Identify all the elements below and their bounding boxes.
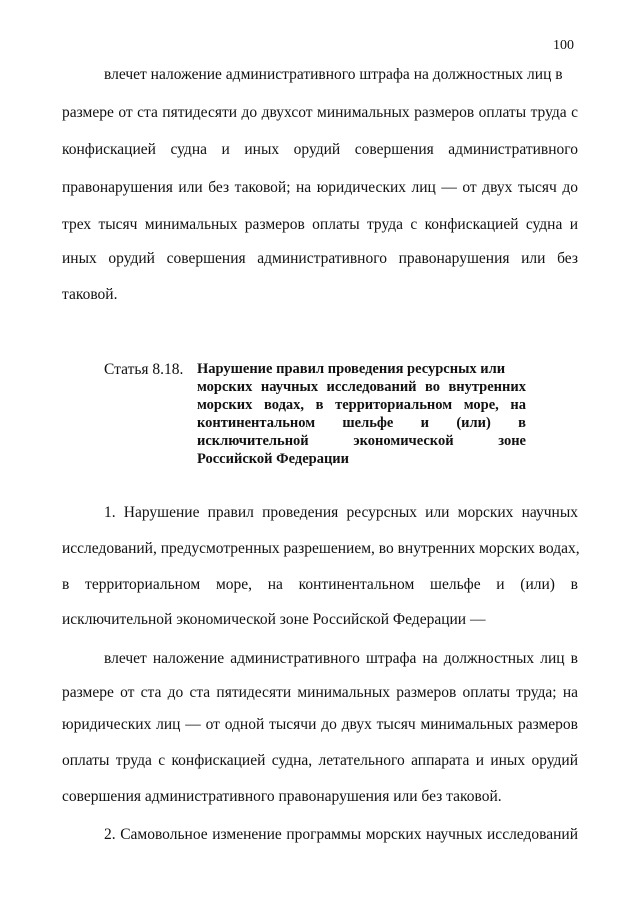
text-line: в территориальном море, на континентальном шельфе и (или) в xyxy=(62,576,578,593)
article-label: Статья 8.18. xyxy=(104,361,184,378)
text-line: совершения административного правонарушения или без таковой. xyxy=(62,788,502,805)
text-line: 2. Самовольное изменение программы морских научных исследований xyxy=(104,826,578,843)
text-line: влечет наложение административного штрафа на должностных лиц в xyxy=(104,650,578,667)
text-line: юридических лиц — от одной тысячи до двух тысяч минимальных размеров xyxy=(62,716,578,733)
article-title-line: морских водах, в территориальном море, на xyxy=(197,397,526,413)
text-line: иных орудий совершения административного правонарушения или без xyxy=(62,250,578,267)
text-line: 1. Нарушение правил проведения ресурсных или морских научных xyxy=(104,504,578,521)
text-line: оплаты труда с конфискацией судна, летательного аппарата и иных орудий xyxy=(62,752,578,769)
text-line: таковой. xyxy=(62,286,118,303)
text-line: правонарушения или без таковой; на юридических лиц — от двух тысяч до xyxy=(62,179,578,196)
article-title-line: Российской Федерации xyxy=(197,451,350,467)
article-title-line: морских научных исследований во внутренних xyxy=(197,379,526,395)
article-title-line: континентальном шельфе и (или) в xyxy=(197,415,526,431)
text-line: исключительной экономической зоне Российской Федерации — xyxy=(62,611,486,628)
page-number: 100 xyxy=(553,38,574,53)
text-line: влечет наложение административного штрафа на должностных лиц в xyxy=(104,66,563,83)
text-line: исследований, предусмотренных разрешением, во внутренних морских водах, xyxy=(62,540,580,557)
text-line: конфискацией судна и иных орудий совершения административного xyxy=(62,141,578,158)
article-title-line: Нарушение правил проведения ресурсных или xyxy=(197,361,506,377)
text-line: размере от ста пятидесяти до двухсот минимальных размеров оплаты труда с xyxy=(62,104,578,121)
article-title-line: исключительной экономической зоне xyxy=(197,433,526,449)
text-line: трех тысяч минимальных размеров оплаты труда с конфискацией судна и xyxy=(62,216,578,233)
text-line: размере от ста до ста пятидесяти минимальных размеров оплаты труда; на xyxy=(62,684,578,701)
